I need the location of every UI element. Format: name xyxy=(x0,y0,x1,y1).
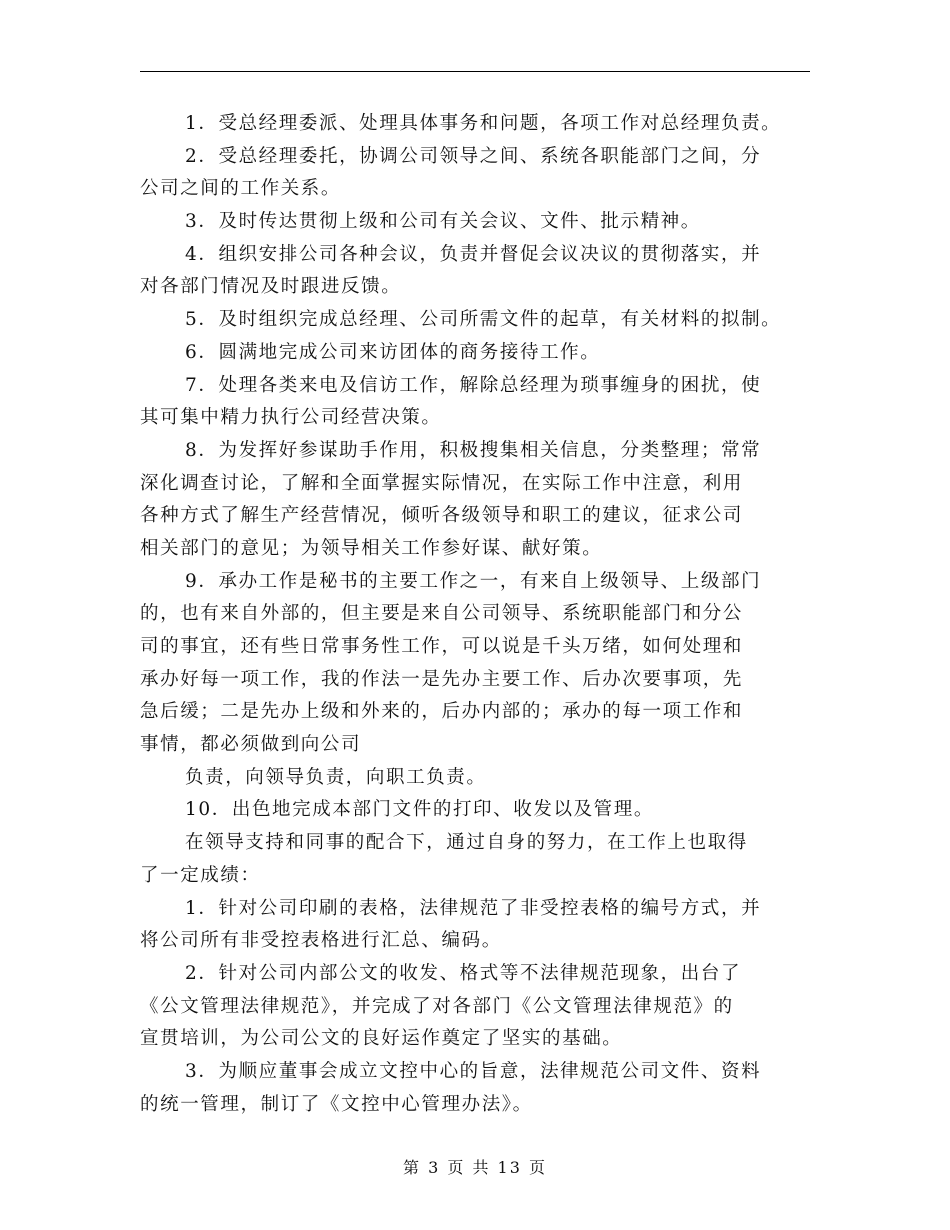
text-line: 2．针对公司内部公文的收发、格式等不法律规范现象，出台了 xyxy=(185,962,742,984)
text-line: 的，也有来自外部的，但主要是来自公司领导、系统职能部门和分公 xyxy=(140,603,744,625)
text-line: 3．为顺应董事会成立文控中心的旨意，法律规范公司文件、资料 xyxy=(185,1060,762,1082)
text-line: 将公司所有非受控表格进行汇总、编码。 xyxy=(140,930,502,952)
page-number: 第 3 页 共 13 页 xyxy=(403,1158,547,1177)
text-line: 各种方式了解生产经营情况，倾听各级领导和职工的建议，征求公司 xyxy=(140,505,744,527)
text-line: 《公文管理法律规范》，并完成了对各部门《公文管理法律规范》的 xyxy=(140,995,734,1017)
text-line: 相关部门的意见；为领导相关工作参好谋、献好策。 xyxy=(140,537,603,559)
text-line: 急后缓；二是先办上级和外来的，后办内部的；承办的每一项工作和 xyxy=(140,701,744,723)
text-line: 3．及时传达贯彻上级和公司有关会议、文件、批示精神。 xyxy=(185,211,701,233)
text-line: 承办好每一项工作，我的作法一是先办主要工作、后办次要事项，先 xyxy=(140,668,744,690)
text-line: 对各部门情况及时跟进反馈。 xyxy=(140,276,402,298)
text-line: 1．受总经理委派、处理具体事务和问题，各项工作对总经理负责。 xyxy=(185,113,782,134)
text-line: 2．受总经理委托，协调公司领导之间、系统各职能部门之间，分 xyxy=(185,145,762,167)
text-line: 4．组织安排公司各种会议，负责并督促会议决议的贯彻落实，并 xyxy=(185,243,762,265)
document-body xyxy=(140,108,820,1121)
text-line: 1．针对公司印刷的表格，法律规范了非受控表格的编号方式，并 xyxy=(185,897,762,919)
text-line: 在领导支持和同事的配合下，通过自身的努力，在工作上也取得 xyxy=(185,832,748,854)
text-line: 8．为发挥好参谋助手作用，积极搜集相关信息，分类整理；常常 xyxy=(185,439,762,461)
text-line: 公司之间的工作关系。 xyxy=(140,178,342,200)
text-line: 5．及时组织完成总经理、公司所需文件的起草，有关材料的拟制。 xyxy=(185,309,782,331)
text-line: 宣贯培训，为公司公文的良好运作奠定了坚实的基础。 xyxy=(140,1028,623,1050)
text-line: 了一定成绩： xyxy=(140,864,261,886)
text-line: 其可集中精力执行公司经营决策。 xyxy=(140,407,442,429)
header-rule xyxy=(140,71,810,72)
text-line: 司的事宜，还有些日常事务性工作，可以说是千头万绪，如何处理和 xyxy=(140,636,744,657)
text-line: 深化调查讨论，了解和全面掌握实际情况，在实际工作中注意，利用 xyxy=(140,472,744,494)
text-line: 负责，向领导负责，向职工负责。 xyxy=(185,766,487,788)
text-line: 9．承办工作是秘书的主要工作之一，有来自上级领导、上级部门 xyxy=(185,570,762,592)
text-line: 事情，都必须做到向公司 xyxy=(140,734,362,756)
text-line: 的统一管理，制订了《文控中心管理办法》。 xyxy=(140,1093,533,1115)
text-line: 10．出色地完成本部门文件的打印、收发以及管理。 xyxy=(185,799,654,821)
text-line: 6．圆满地完成公司来访团体的商务接待工作。 xyxy=(185,341,601,363)
text-line: 7．处理各类来电及信访工作，解除总经理为琐事缠身的困扰，使 xyxy=(185,374,762,396)
